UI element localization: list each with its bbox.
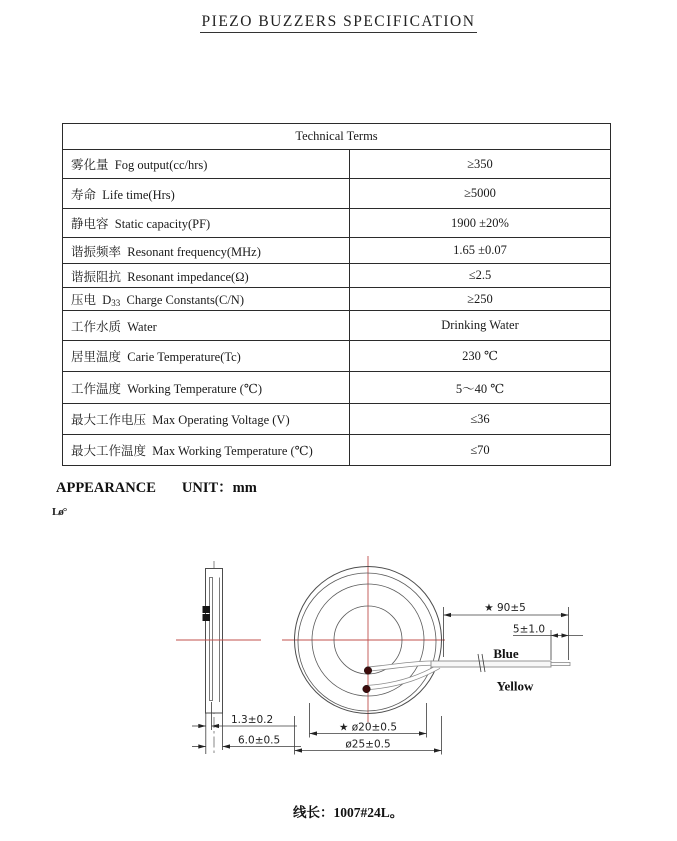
dim-label: 1.3±0.2 [231, 714, 274, 726]
dim-total-thickness [192, 735, 301, 749]
title-row [0, 13, 677, 31]
spec-value: ≤70 [350, 435, 611, 466]
wire-color-label-blue: Blue [493, 646, 519, 661]
spec-value: 1900 ±20% [350, 209, 611, 238]
spec-label: 最大工作温度 Max Working Temperature (℃) [63, 435, 350, 466]
dim-ceramic-thickness [192, 714, 297, 728]
wire-sheath [431, 661, 551, 667]
page-title: PIEZO BUZZERS SPECIFICATION [200, 13, 478, 33]
side-view [176, 561, 301, 755]
table-row [63, 179, 611, 209]
spec-label: 工作温度 Working Temperature (℃) [63, 372, 350, 404]
spec-value: ≥250 [350, 288, 611, 311]
appearance-drawing [0, 543, 677, 778]
spec-label: 谐振阻抗 Resonant impedance(Ω) [63, 264, 350, 288]
table-row [63, 209, 611, 238]
spec-value: Drinking Water [350, 311, 611, 341]
spec-label: 谐振频率 Resonant frequency(MHz) [63, 238, 350, 264]
spec-label: 静电容 Static capacity(PF) [63, 209, 350, 238]
subscript-33: 33 [111, 298, 121, 308]
dim-label: ★ ø20±0.5 [338, 721, 398, 734]
spec-label: 雾化量 Fog output(cc/hrs) [63, 150, 350, 179]
spec-label-text: 压电 D [71, 293, 112, 307]
spec-value: ≥5000 [350, 179, 611, 209]
wire-color-label-yellow: Yellow [496, 678, 534, 694]
spec-label-text: Charge Constants(C/N) [120, 293, 244, 307]
table-header-row [63, 124, 611, 150]
front-view [282, 556, 583, 755]
table-row [63, 238, 611, 264]
table-row [63, 150, 611, 179]
wire-length-note: 线长：1007#24L。 [293, 805, 404, 820]
dim-label: ø25±0.5 [345, 738, 391, 751]
spec-label: 最大工作电压 Max Operating Voltage (V) [63, 404, 350, 435]
side-plate-outline [206, 569, 223, 714]
unit-label: UNIT：mm [181, 480, 257, 496]
spec-value: 5～40 ℃ [350, 372, 611, 404]
dim-label: 6.0±0.5 [238, 734, 281, 747]
dim-label: 5±1.0 [512, 623, 546, 636]
wire-stripped-end [551, 662, 570, 665]
spec-label: 工作水质 Water [63, 311, 350, 341]
side-solder-joint [203, 614, 211, 621]
table-row [63, 435, 611, 466]
spec-value: ≤36 [350, 404, 611, 435]
table-row [63, 264, 611, 288]
solder-point [363, 685, 371, 693]
appearance-label: APPEARANCE [56, 480, 156, 496]
spec-table [62, 123, 611, 466]
spec-value: 230 ℃ [350, 341, 611, 372]
table-row [63, 288, 611, 311]
appearance-heading [56, 476, 257, 497]
table-row [63, 372, 611, 404]
spec-value: ≤2.5 [350, 264, 611, 288]
dim-strip-length [513, 624, 583, 661]
solder-point [364, 667, 372, 675]
lead-wires [368, 654, 570, 688]
spec-value: ≥350 [350, 150, 611, 179]
ole-artifact-glyph: Lø° [52, 506, 67, 518]
table-header: Technical Terms [63, 124, 611, 150]
table-row [63, 341, 611, 372]
side-solder-joint [203, 606, 211, 613]
spec-label [63, 288, 350, 311]
dim-label: ★ 90±5 [484, 602, 526, 614]
spec-label: 寿命 Life time(Hrs) [63, 179, 350, 209]
spec-value: 1.65 ±0.07 [350, 238, 611, 264]
table-row [63, 311, 611, 341]
table-row [63, 404, 611, 435]
spec-label: 居里温度 Carie Temperature(Tc) [63, 341, 350, 372]
